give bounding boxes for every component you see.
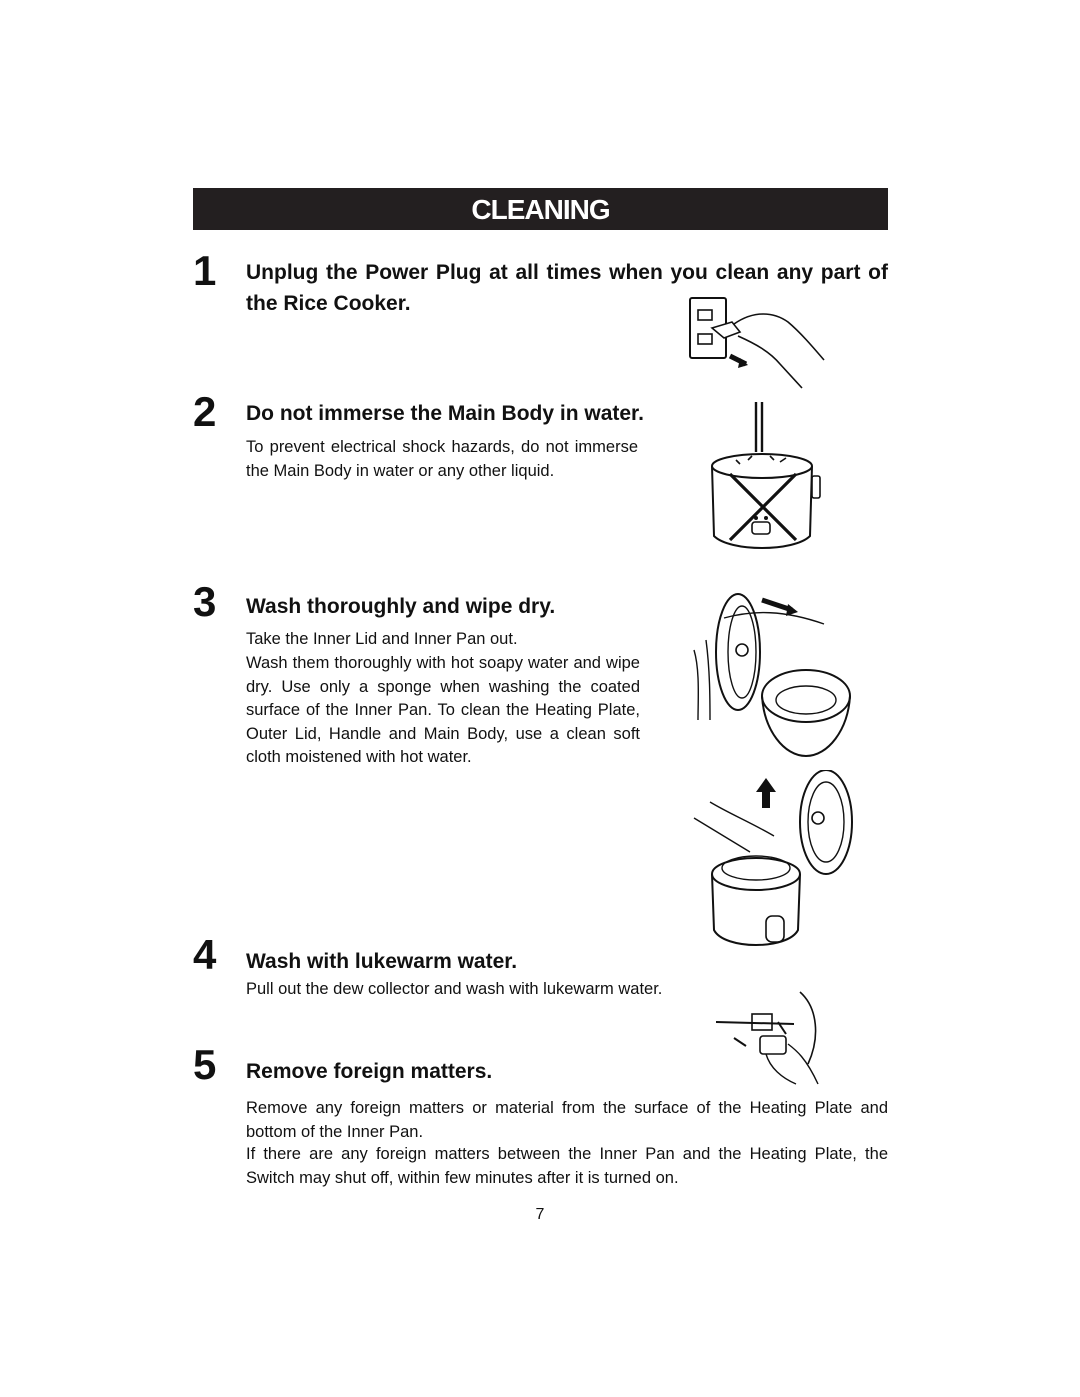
step-3-body-line2: Wash them thoroughly with hot soapy water and wipe dry. Use only a sponge when washing the coated surface of the Inner Pan. To clean the Heating Plate, Outer Lid, Handle and Main Body, use a clean soft cloth moistened with hot water. — [246, 654, 640, 766]
remove-inner-pan-illustration — [690, 770, 860, 960]
step-5-number: 5 — [193, 1041, 217, 1088]
step-3-heading: Wash thoroughly and wipe dry. — [246, 595, 556, 618]
step-1-number: 1 — [193, 247, 217, 294]
step-2-body: To prevent electrical shock hazards, do not immerse the Main Body in water or any other liquid. — [246, 438, 638, 480]
no-immerse-illustration — [700, 400, 830, 560]
step-4-heading: Wash with lukewarm water. — [246, 950, 518, 973]
page-number: 7 — [535, 1206, 545, 1223]
step-4-number: 4 — [193, 931, 217, 978]
step-5-body-line2: If there are any foreign matters between the Inner Pan and the Heating Plate, the Switch may shut off, within few minutes after it is turned on. — [246, 1145, 888, 1187]
unplug-illustration — [684, 292, 834, 392]
step-5-heading: Remove foreign matters. — [246, 1060, 493, 1083]
step-2-heading: Do not immerse the Main Body in water. — [246, 402, 644, 425]
step-1-heading: Unplug the Power Plug at all times when you clean any part of the Rice Cooker. — [246, 261, 888, 315]
dew-collector-illustration — [712, 988, 832, 1088]
step-3-body-line1: Take the Inner Lid and Inner Pan out. — [246, 630, 518, 648]
section-banner: CLEANING — [193, 188, 888, 230]
step-3-number: 3 — [193, 578, 217, 625]
remove-inner-lid-illustration — [684, 590, 864, 770]
step-5-body-line1: Remove any foreign matters or material from the surface of the Heating Plate and bottom of the Inner Pan. — [246, 1099, 888, 1141]
step-2-number: 2 — [193, 388, 217, 435]
step-4-body: Pull out the dew collector and wash with lukewarm water. — [246, 980, 663, 998]
